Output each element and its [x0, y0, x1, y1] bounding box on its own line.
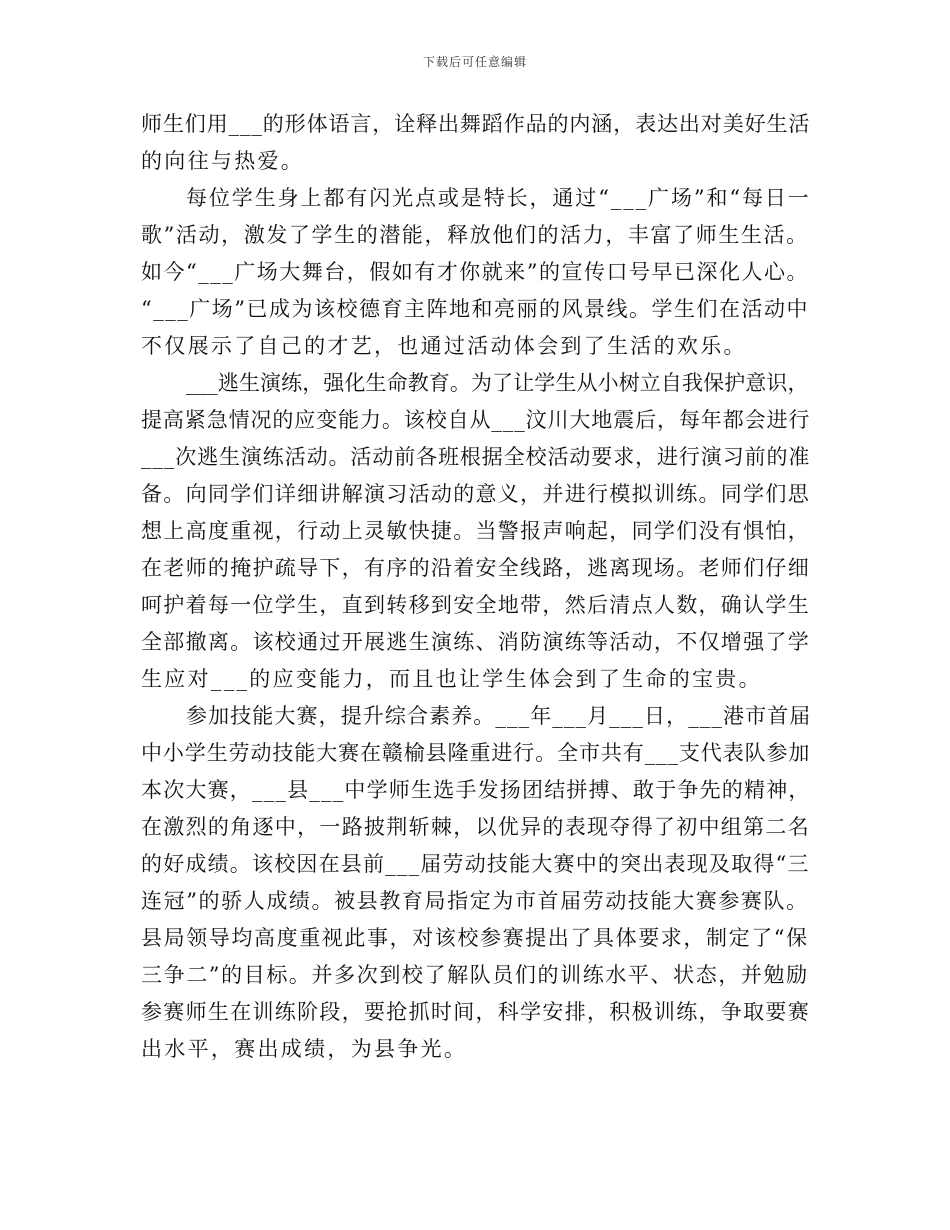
text-line: 如今“___广场大舞台，假如有才你就来”的宣传口号早已深化人心。: [141, 260, 809, 284]
text-line: 参赛师生在训练阶段，要抢抓时间，科学安排，积极训练，争取要赛: [141, 1000, 810, 1024]
text-line: 想上高度重视，行动上灵敏快捷。当警报声响起，同学们没有惧怕，: [141, 519, 810, 543]
text-line: 连冠”的骄人成绩。被县教育局指定为市首届劳动技能大赛参赛队。: [141, 889, 809, 913]
document-body: [141, 106, 811, 1068]
text-line: 三争二”的目标。并多次到校了解队员们的训练水平、状态，并勉励: [141, 963, 809, 987]
text-line: 不仅展示了自己的才艺，也通过活动体会到了生活的欢乐。: [141, 334, 747, 358]
text-line: ___次逃生演练活动。活动前各班根据全校活动要求，进行演习前的准: [141, 445, 811, 469]
text-line: 的向往与热爱。: [141, 149, 305, 173]
text-line: 参加技能大赛，提升综合素养。___年___月___日，___港市首届: [186, 704, 812, 728]
text-line: 师生们用___的形体语言，诠释出舞蹈作品的内涵，表达出对美好生活: [141, 112, 811, 136]
text-line: 中小学生劳动技能大赛在赣榆县隆重进行。全市共有___支代表队参加: [141, 741, 811, 765]
text-line: 提高紧急情况的应变能力。该校自从___汶川大地震后，每年都会进行: [141, 408, 811, 432]
text-line: 本次大赛，___县___中学师生选手发扬团结拼搏、敢于争先的精神，: [141, 778, 811, 802]
text-line: 呵护着每一位学生，直到转移到安全地带，然后清点人数，确认学生: [141, 593, 810, 617]
text-line: 生应对___的应变能力，而且也让学生体会到了生命的宝贵。: [141, 667, 762, 691]
text-line: 全部撤离。该校通过开展逃生演练、消防演练等活动，不仅增强了学: [141, 630, 810, 654]
text-line: 每位学生身上都有闪光点或是特长，通过“___广场”和“每日一: [186, 186, 811, 210]
text-line: ___逃生演练，强化生命教育。为了让学生从小树立自我保护意识，: [186, 371, 809, 395]
text-line: 出水平，赛出成绩，为县争光。: [141, 1037, 468, 1061]
text-line: 在老师的掩护疏导下，有序的沿着安全线路，逃离现场。老师们仔细: [141, 556, 810, 580]
text-line: 歌”活动，激发了学生的潜能，释放他们的活力，丰富了师生生活。: [141, 223, 809, 247]
text-line: 的好成绩。该校因在县前___届劳动技能大赛中的突出表现及取得“三: [141, 852, 810, 876]
text-line: 在激烈的角逐中，一路披荆斩棘，以优异的表现夺得了初中组第二名: [141, 815, 810, 839]
text-line: 县局领导均高度重视此事，对该校参赛提出了具体要求，制定了“保: [141, 926, 809, 950]
text-line: 备。向同学们详细讲解演习活动的意义，并进行模拟训练。同学们思: [141, 482, 810, 506]
text-line: “___广场”已成为该校德育主阵地和亮丽的风景线。学生们在活动中: [141, 297, 809, 321]
header-note: 下载后可任意编辑: [422, 55, 527, 69]
